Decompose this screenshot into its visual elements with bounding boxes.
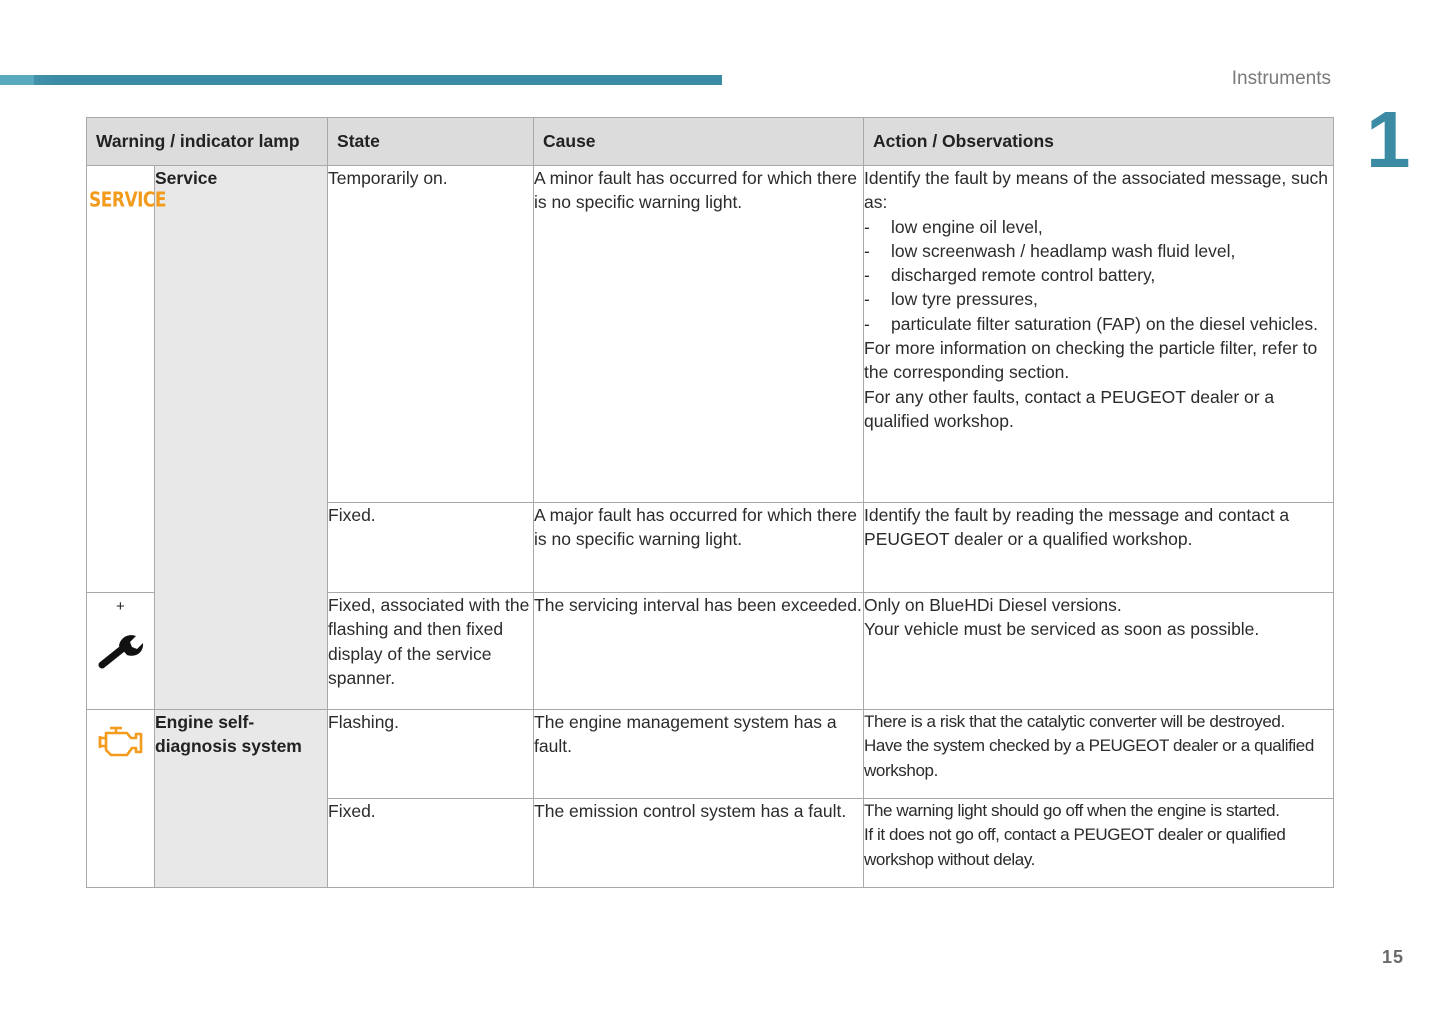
action-cell: Identify the fault by reading the message and contact a PEUGEOT dealer or a qualified workshop.	[864, 503, 1334, 593]
service-warning-icon: SERVICE	[89, 188, 167, 213]
list-item: - low tyre pressures,	[864, 287, 1333, 311]
list-item: - low engine oil level,	[864, 215, 1333, 239]
state-cell: Flashing.	[328, 710, 534, 799]
page-number: 15	[1382, 947, 1405, 967]
action-cell	[864, 799, 1334, 888]
engine-lamp-name: Engine self-diagnosis system	[155, 710, 328, 888]
header-accent-bar	[0, 75, 722, 85]
header-warning-lamp: Warning / indicator lamp	[87, 118, 328, 166]
state-cell: Fixed, associated with the flashing and then fixed display of the service spanner.	[328, 593, 534, 710]
spanner-icon-cell	[87, 593, 155, 710]
action-cell	[864, 166, 1334, 503]
action-more-info: For more information on checking the particle filter, refer to the corresponding section.	[864, 338, 1318, 383]
fault-list	[864, 215, 1333, 336]
section-title: Instruments	[1231, 68, 1331, 89]
list-item: - particulate filter saturation (FAP) on the diesel vehicles.	[864, 312, 1333, 336]
action-line: Your vehicle must be serviced as soon as possible.	[864, 619, 1260, 640]
service-spanner-icon	[98, 631, 144, 671]
table-row	[87, 710, 1334, 799]
state-cell: Temporarily on.	[328, 166, 534, 503]
list-item: - discharged remote control battery,	[864, 263, 1333, 287]
service-icon-cell	[87, 166, 167, 593]
header-state: State	[328, 118, 534, 166]
action-line: Only on BlueHDi Diesel versions.	[864, 595, 1122, 615]
action-cell	[864, 710, 1334, 799]
chapter-number: 1	[1366, 95, 1411, 184]
table-header-row	[87, 118, 1334, 166]
table-row	[87, 166, 1334, 503]
action-line: If it does not go off, contact a PEUGEOT dealer or qualified workshop without delay.	[864, 825, 1286, 869]
state-cell: Fixed.	[328, 503, 534, 593]
plus-icon: +	[116, 598, 125, 615]
action-line: The warning light should go off when the engine is started.	[864, 801, 1280, 820]
action-other-faults: For any other faults, contact a PEUGEOT dealer or a qualified workshop.	[864, 386, 1275, 431]
cause-cell: A minor fault has occurred for which there is no specific warning light.	[534, 166, 864, 503]
header-action: Action / Observations	[864, 118, 1334, 166]
cause-cell: The servicing interval has been exceeded.	[534, 593, 864, 710]
action-line: There is a risk that the catalytic converter will be destroyed.	[864, 712, 1285, 731]
action-line: Have the system checked by a PEUGEOT dealer or a qualified workshop.	[864, 736, 1314, 780]
cause-cell: The emission control system has a fault.	[534, 799, 864, 888]
engine-warning-icon	[97, 724, 145, 760]
warning-lamp-table	[86, 117, 1334, 888]
state-cell: Fixed.	[328, 799, 534, 888]
action-intro: Identify the fault by means of the associated message, such as:	[864, 168, 1329, 213]
list-item: - low screenwash / headlamp wash fluid level,	[864, 239, 1333, 263]
header-cause: Cause	[534, 118, 864, 166]
service-lamp-name: Service	[155, 166, 328, 710]
cause-cell: A major fault has occurred for which there is no specific warning light.	[534, 503, 864, 593]
cause-cell: The engine management system has a fault.	[534, 710, 864, 799]
engine-icon-cell	[87, 710, 155, 888]
action-cell	[864, 593, 1334, 710]
